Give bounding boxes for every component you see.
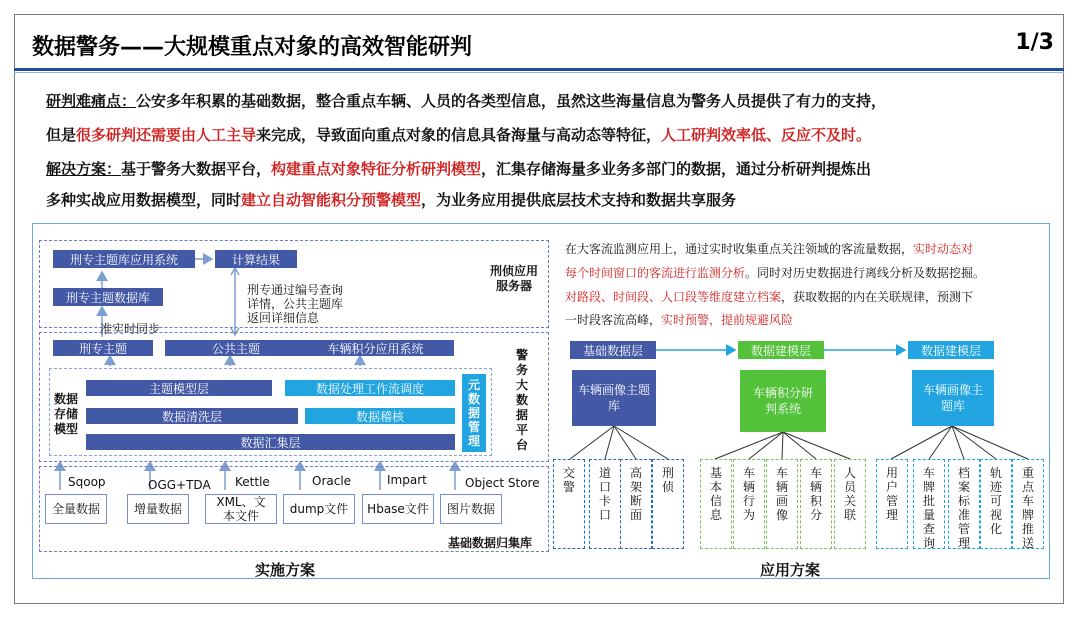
xz-topic-box: 刑专主题 xyxy=(53,340,153,356)
right-desc-1: 在大客流监测应用上，通过实时收集重点关注领域的客流量数据，实时动态对 xyxy=(565,242,974,256)
tool-impart: Impart xyxy=(387,473,427,487)
source-hbase: Hbase文件 xyxy=(362,494,434,524)
topic-db-box: 刑专主题数据库 xyxy=(53,288,163,306)
page-title: 数据警务——大规模重点对象的高效智能研判 xyxy=(32,35,473,60)
col-archive-std: 档案标准管理 xyxy=(948,459,980,549)
col-person-link: 人员关联 xyxy=(834,459,866,549)
query-note-3: 返回详细信息 xyxy=(247,311,320,325)
right-caption: 应用方案 xyxy=(760,561,821,579)
pain-line-1: 研判难痛点：公安多年积累的基础数据，整合重点车辆、人员的各类型信息，虽然这些海量信息为警务人员提供了有力的支持， xyxy=(46,92,887,110)
right-desc-3: 对路段、时间段、人口段等维度建立档案，获取数据的内在关联规律，预测下 xyxy=(565,290,974,304)
solution-line-1: 解决方案：基于警务大数据平台，构建重点对象特征分析研判模型，汇集存储海量多业务多部门的数据，通过分析研判提炼出 xyxy=(46,160,872,178)
calc-result-box: 计算结果 xyxy=(215,250,297,268)
public-topic-box: 公共主题 xyxy=(165,340,307,356)
col-vehicle-portrait: 车辆画像 xyxy=(766,459,798,549)
right-desc-4: 一时段客流高峰，实时预警，提前规避风险 xyxy=(565,313,794,327)
col-key-plate-push: 重点车牌推送 xyxy=(1012,459,1044,549)
source-xml: XML、文本文件 xyxy=(205,494,277,524)
col-basic-info: 基本信息 xyxy=(700,459,732,549)
query-note-2: 详情，公共主题库 xyxy=(247,297,344,311)
tool-oracle: Oracle xyxy=(312,474,352,488)
layer-base: 基础数据层 xyxy=(570,341,656,359)
platform-label: 警务大数据平台 xyxy=(516,348,529,452)
col-user-mgmt: 用户管理 xyxy=(876,459,908,549)
tool-kettle: Kettle xyxy=(235,475,270,489)
source-full: 全量数据 xyxy=(45,494,107,524)
layer-model-1: 数据建模层 xyxy=(738,341,824,359)
query-note-1: 刑专通过编号查询 xyxy=(247,283,344,297)
pain-line-2: 但是很多研判还需要由人工主导来完成，导致面向重点对象的信息具备海量与高动态等特征，人工研判效率低、反应不及时。 xyxy=(46,126,872,144)
service-label-2: 服务器 xyxy=(496,279,533,293)
tool-sqoop: Sqoop xyxy=(68,475,106,489)
col-plate-query: 车牌批量查询 xyxy=(913,459,945,549)
audit-box: 数据稽核 xyxy=(305,408,455,424)
lib-vehicle-portrait-2: 车辆画像主题库 xyxy=(912,370,994,426)
source-dump: dump文件 xyxy=(283,494,355,524)
col-vehicle-score: 车辆积分 xyxy=(800,459,832,549)
lib-vehicle-portrait-1: 车辆画像主题库 xyxy=(572,370,656,426)
right-desc-2: 每个时间窗口的客流进行监测分析。同时对历史数据进行离线分析及数据挖掘。 xyxy=(565,266,986,280)
col-trajectory: 轨迹可视化 xyxy=(980,459,1012,549)
solution-line-2: 多种实战应用数据模型，同时建立自动智能积分预警模型，为业务应用提供底层技术支持和数据共享服务 xyxy=(46,191,737,209)
layer-model-2: 数据建模层 xyxy=(908,341,994,359)
app-system-box: 刑专主题库应用系统 xyxy=(53,250,195,268)
service-label-1: 刑侦应用 xyxy=(490,264,539,278)
col-traffic: 交警 xyxy=(553,459,585,549)
vehicle-app-box: 车辆积分应用系统 xyxy=(297,340,454,356)
lib-vehicle-score: 车辆积分研判系统 xyxy=(740,370,826,432)
col-viaduct: 高架断面 xyxy=(620,459,652,549)
collection-layer: 数据汇集层 xyxy=(86,434,455,450)
left-caption: 实施方案 xyxy=(255,561,316,579)
metadata-box: 元数据管理 xyxy=(462,374,486,452)
source-incremental: 增量数据 xyxy=(127,494,189,524)
cleaning-layer: 数据清洗层 xyxy=(86,408,298,424)
topic-model-layer: 主题模型层 xyxy=(86,380,272,396)
tool-object-store: Object Store xyxy=(465,476,540,490)
sync-note: 准实时同步 xyxy=(100,322,161,336)
col-checkpoint: 道口卡口 xyxy=(589,459,621,549)
col-criminal: 刑侦 xyxy=(652,459,684,549)
storage-model-label: 数据存储模型 xyxy=(54,392,79,436)
base-collection-label: 基础数据归集库 xyxy=(448,536,533,550)
page-number: 1/3 xyxy=(1015,30,1054,55)
workflow-box: 数据处理工作流调度 xyxy=(285,380,455,396)
col-vehicle-behavior: 车辆行为 xyxy=(733,459,765,549)
tool-ogg: OGG+TDA xyxy=(148,478,211,492)
source-image: 图片数据 xyxy=(440,494,502,524)
